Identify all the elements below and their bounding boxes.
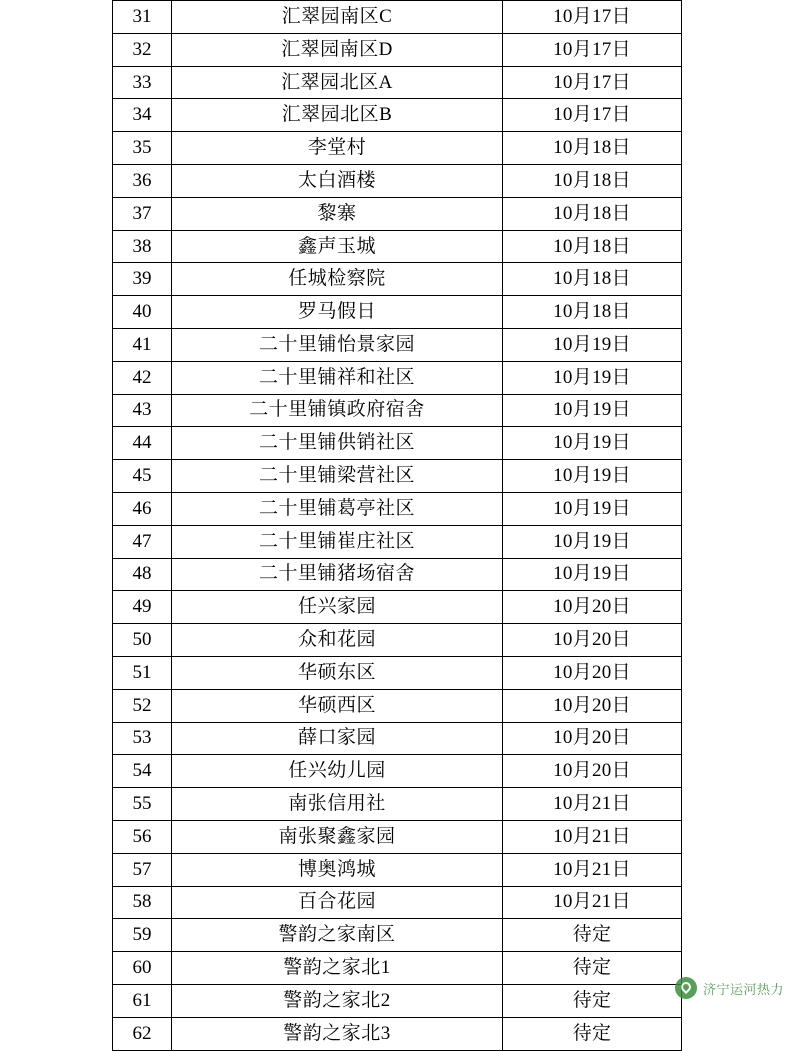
table-row (113, 820, 682, 853)
row-name: 警韵之家南区 (172, 919, 503, 952)
row-index: 45 (113, 460, 172, 493)
table-body (113, 1, 682, 1051)
table-row (113, 492, 682, 525)
row-index: 59 (113, 919, 172, 952)
row-date: 10月18日 (503, 263, 682, 296)
table-row (113, 361, 682, 394)
row-date: 10月20日 (503, 591, 682, 624)
table-row (113, 984, 682, 1017)
row-date: 10月19日 (503, 525, 682, 558)
row-date: 10月18日 (503, 164, 682, 197)
table-row (113, 328, 682, 361)
row-name: 李堂村 (172, 132, 503, 165)
table-row (113, 460, 682, 493)
table-row (113, 722, 682, 755)
row-name: 任城检察院 (172, 263, 503, 296)
table-row (113, 591, 682, 624)
row-date: 10月18日 (503, 132, 682, 165)
row-name: 薛口家园 (172, 722, 503, 755)
row-index: 47 (113, 525, 172, 558)
row-index: 36 (113, 164, 172, 197)
row-name: 二十里铺祥和社区 (172, 361, 503, 394)
table-row (113, 624, 682, 657)
row-name: 众和花园 (172, 624, 503, 657)
table-row (113, 525, 682, 558)
row-date: 10月19日 (503, 328, 682, 361)
row-name: 二十里铺供销社区 (172, 427, 503, 460)
row-index: 60 (113, 952, 172, 985)
table-row (113, 853, 682, 886)
row-name: 二十里铺猪场宿舍 (172, 558, 503, 591)
table-row (113, 296, 682, 329)
row-date: 10月20日 (503, 755, 682, 788)
row-index: 40 (113, 296, 172, 329)
row-name: 百合花园 (172, 886, 503, 919)
watermark-label: 济宁运河热力 (702, 981, 784, 997)
row-date: 10月18日 (503, 296, 682, 329)
row-date: 10月19日 (503, 460, 682, 493)
row-name: 任兴幼儿园 (172, 755, 503, 788)
row-index: 57 (113, 853, 172, 886)
row-name: 二十里铺怡景家园 (172, 328, 503, 361)
row-name: 警韵之家北1 (172, 952, 503, 985)
row-name: 二十里铺梁营社区 (172, 460, 503, 493)
row-index: 53 (113, 722, 172, 755)
table-row (113, 1, 682, 34)
table-row (113, 132, 682, 165)
row-index: 61 (113, 984, 172, 1017)
row-name: 黎寨 (172, 197, 503, 230)
table-row (113, 230, 682, 263)
row-date: 10月17日 (503, 33, 682, 66)
table-row (113, 66, 682, 99)
watermark (675, 977, 784, 999)
table-row (113, 952, 682, 985)
row-index: 51 (113, 656, 172, 689)
row-index: 58 (113, 886, 172, 919)
row-date: 10月21日 (503, 820, 682, 853)
row-index: 42 (113, 361, 172, 394)
row-index: 48 (113, 558, 172, 591)
row-index: 34 (113, 99, 172, 132)
row-date: 10月20日 (503, 656, 682, 689)
row-date: 10月21日 (503, 886, 682, 919)
table-row (113, 1017, 682, 1050)
row-date: 10月20日 (503, 624, 682, 657)
table-row (113, 788, 682, 821)
table-row (113, 33, 682, 66)
row-name: 罗马假日 (172, 296, 503, 329)
row-date: 10月21日 (503, 788, 682, 821)
table-row (113, 755, 682, 788)
row-index: 52 (113, 689, 172, 722)
table-row (113, 886, 682, 919)
row-name: 汇翠园南区C (172, 1, 503, 34)
row-index: 50 (113, 624, 172, 657)
row-name: 华硕西区 (172, 689, 503, 722)
row-date: 10月21日 (503, 853, 682, 886)
row-date: 10月19日 (503, 427, 682, 460)
row-index: 62 (113, 1017, 172, 1050)
row-index: 41 (113, 328, 172, 361)
row-date: 10月18日 (503, 230, 682, 263)
row-name: 汇翠园北区B (172, 99, 503, 132)
row-date: 10月17日 (503, 1, 682, 34)
row-date: 10月17日 (503, 99, 682, 132)
row-name: 二十里铺镇政府宿舍 (172, 394, 503, 427)
table-row (113, 656, 682, 689)
row-name: 鑫声玉城 (172, 230, 503, 263)
table-row (113, 99, 682, 132)
row-date: 10月18日 (503, 197, 682, 230)
row-index: 43 (113, 394, 172, 427)
row-index: 56 (113, 820, 172, 853)
row-index: 37 (113, 197, 172, 230)
table-row (113, 394, 682, 427)
table-row (113, 164, 682, 197)
row-index: 54 (113, 755, 172, 788)
row-name: 南张聚鑫家园 (172, 820, 503, 853)
row-index: 32 (113, 33, 172, 66)
row-index: 35 (113, 132, 172, 165)
row-name: 太白酒楼 (172, 164, 503, 197)
row-index: 49 (113, 591, 172, 624)
row-name: 警韵之家北3 (172, 1017, 503, 1050)
table-row (113, 427, 682, 460)
table-row (113, 197, 682, 230)
row-date: 10月19日 (503, 558, 682, 591)
row-date: 待定 (503, 1017, 682, 1050)
row-date: 待定 (503, 984, 682, 1017)
row-name: 汇翠园北区A (172, 66, 503, 99)
row-name: 汇翠园南区D (172, 33, 503, 66)
row-index: 55 (113, 788, 172, 821)
row-date: 10月17日 (503, 66, 682, 99)
row-date: 10月20日 (503, 689, 682, 722)
row-name: 二十里铺崔庄社区 (172, 525, 503, 558)
table-row (113, 263, 682, 296)
table-row (113, 558, 682, 591)
table-row (113, 689, 682, 722)
row-name: 博奥鸿城 (172, 853, 503, 886)
row-date: 待定 (503, 919, 682, 952)
row-date: 待定 (503, 952, 682, 985)
row-date: 10月19日 (503, 492, 682, 525)
row-name: 任兴家园 (172, 591, 503, 624)
row-name: 南张信用社 (172, 788, 503, 821)
row-date: 10月19日 (503, 361, 682, 394)
row-index: 31 (113, 1, 172, 34)
row-index: 38 (113, 230, 172, 263)
row-name: 警韵之家北2 (172, 984, 503, 1017)
row-index: 39 (113, 263, 172, 296)
table-row (113, 919, 682, 952)
row-date: 10月20日 (503, 722, 682, 755)
heating-schedule-table (112, 0, 682, 1051)
row-index: 46 (113, 492, 172, 525)
row-name: 二十里铺葛亭社区 (172, 492, 503, 525)
row-index: 33 (113, 66, 172, 99)
row-date: 10月19日 (503, 394, 682, 427)
row-index: 44 (113, 427, 172, 460)
row-name: 华硕东区 (172, 656, 503, 689)
